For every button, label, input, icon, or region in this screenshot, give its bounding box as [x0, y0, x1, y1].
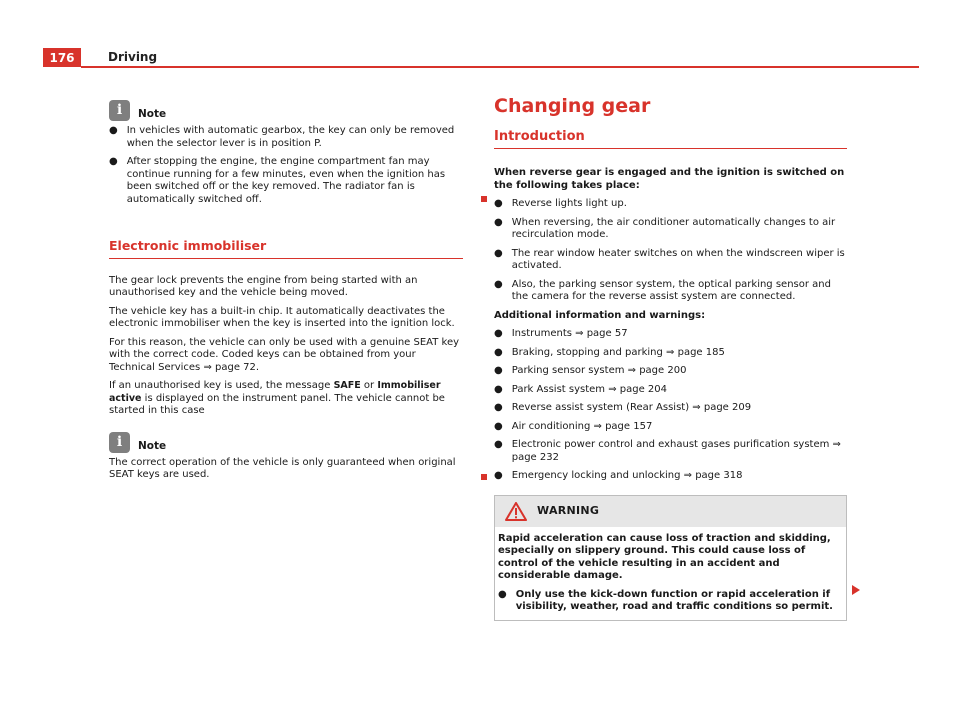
- warning-header: [495, 496, 846, 527]
- note-label: Note: [138, 439, 167, 452]
- warning-text: Rapid acceleration can cause loss of traction and skidding, especially on slippery ground. This could cause loss of control of the vehicle resulting in an accident and considerable damage.: [498, 532, 831, 581]
- list-item-text: The rear window heater switches on when the windscreen wiper is activated.: [511, 247, 845, 271]
- bullet-icon: ●: [494, 346, 503, 358]
- warning-box: [494, 495, 847, 621]
- page-number: 176: [43, 48, 81, 67]
- chapter-title: Driving: [108, 50, 158, 64]
- warning-triangle-icon: [505, 502, 527, 521]
- bullet-icon: ●: [494, 247, 503, 259]
- section-end-icon: [481, 474, 487, 480]
- continue-arrow-icon: [852, 585, 860, 595]
- note-label: Note: [138, 108, 167, 121]
- bullet-icon: ●: [494, 198, 503, 209]
- bullet-icon: ●: [494, 278, 503, 290]
- list-item: [494, 470, 847, 483]
- list-item: [494, 439, 847, 464]
- list-item: [494, 328, 847, 341]
- page-ref-link[interactable]: Park Assist system ⇒ page 204: [511, 383, 668, 395]
- bullet-icon: ●: [494, 365, 503, 376]
- list-item: [494, 384, 847, 397]
- list-item-text: When reversing, the air conditioner automatically changes to air recirculation mode.: [511, 216, 836, 240]
- bullet-icon: ●: [109, 156, 118, 167]
- page-ref-link[interactable]: Air conditioning ⇒ page 157: [511, 420, 653, 432]
- display-message-safe: SAFE: [333, 380, 361, 391]
- section-heading: Electronic immobiliser: [109, 240, 463, 259]
- info-note-icon: i: [109, 100, 130, 121]
- list-item-text: Reverse lights light up.: [511, 198, 627, 209]
- additional-heading: Additional information and warnings:: [494, 309, 706, 321]
- list-item: [494, 279, 847, 304]
- text-run: If an unauthorised key is used, the message: [109, 380, 334, 391]
- bullet-icon: ●: [494, 420, 503, 432]
- header-rule: [81, 66, 919, 68]
- note-bullet-text: After stopping the engine, the engine compartment fan may continue running for a few minutes, even when the ignition has been switched off or the key removed. The radiator fan is automatically switched off.: [126, 156, 446, 205]
- list-item: [494, 421, 847, 434]
- warning-body: [495, 527, 846, 620]
- bullet-icon: ●: [494, 328, 503, 339]
- page-ref-link[interactable]: Emergency locking and unlocking ⇒ page 318: [511, 470, 743, 481]
- list-item: [494, 217, 847, 242]
- display-message-immobiliser: Immobiliser active: [109, 380, 441, 404]
- text-run: or: [360, 380, 378, 391]
- note-text-content: The correct operation of the vehicle is only guaranteed when original SEAT keys are used.: [109, 456, 456, 480]
- note-bullet-text: In vehicles with automatic gearbox, the key can only be removed when the selector lever is in position P.: [126, 125, 455, 149]
- paragraph: For this reason, the vehicle can only be used with a genuine SEAT key with the correct code. Coded keys can be obtained from your Technical Services ⇒ page 72.: [109, 336, 460, 373]
- info-note-icon: i: [109, 432, 130, 453]
- list-item: [109, 156, 463, 206]
- page-ref-link[interactable]: Reverse assist system (Rear Assist) ⇒ page 209: [511, 402, 752, 413]
- bullet-icon: ●: [109, 125, 118, 136]
- bullet-icon: ●: [498, 588, 507, 600]
- bullet-icon: ●: [494, 383, 503, 395]
- list-item: [494, 365, 847, 378]
- bullet-icon: ●: [494, 439, 503, 450]
- list-item: [494, 347, 847, 360]
- section-heading: Introduction: [494, 131, 847, 150]
- section-end-icon: [481, 196, 487, 202]
- list-item: [498, 589, 838, 614]
- bullet-icon: ●: [494, 470, 503, 481]
- page-ref-link[interactable]: Electronic power control and exhaust gases purification system ⇒ page 232: [511, 439, 841, 463]
- right-column: [494, 95, 847, 621]
- list-item: [494, 248, 847, 273]
- bullet-icon: ●: [494, 402, 503, 413]
- list-item: [494, 402, 847, 415]
- warning-bullet-text: Only use the kick-down function or rapid acceleration if visibility, weather, road and traffic conditions so permit.: [515, 588, 833, 612]
- page-ref-link[interactable]: Parking sensor system ⇒ page 200: [511, 365, 687, 376]
- list-item: [109, 125, 463, 150]
- paragraph: The gear lock prevents the engine from being started with an unauthorised key and the vehicle being moved.: [109, 274, 418, 298]
- list-item-text: Also, the parking sensor system, the optical parking sensor and the camera for the reverse assist system are connected.: [511, 278, 831, 302]
- warning-label: WARNING: [537, 503, 600, 517]
- text-run: is displayed on the instrument panel. The vehicle cannot be started in this case: [109, 392, 445, 416]
- intro-text: When reverse gear is engaged and the ignition is switched on the following takes place:: [494, 167, 845, 191]
- bullet-icon: ●: [494, 216, 503, 228]
- left-column: [109, 100, 463, 488]
- list-item: [494, 198, 847, 211]
- page-ref-link[interactable]: Braking, stopping and parking ⇒ page 185: [511, 346, 725, 358]
- paragraph: [109, 380, 463, 418]
- note-text: [109, 457, 463, 482]
- paragraph: The vehicle key has a built-in chip. It automatically deactivates the electronic immobiliser when the key is inserted into the ignition lock.: [109, 305, 455, 329]
- note-header: [109, 100, 463, 121]
- page-ref-link[interactable]: Instruments ⇒ page 57: [511, 328, 628, 339]
- chapter-heading: Changing gear: [494, 95, 651, 117]
- note-header: [109, 432, 463, 453]
